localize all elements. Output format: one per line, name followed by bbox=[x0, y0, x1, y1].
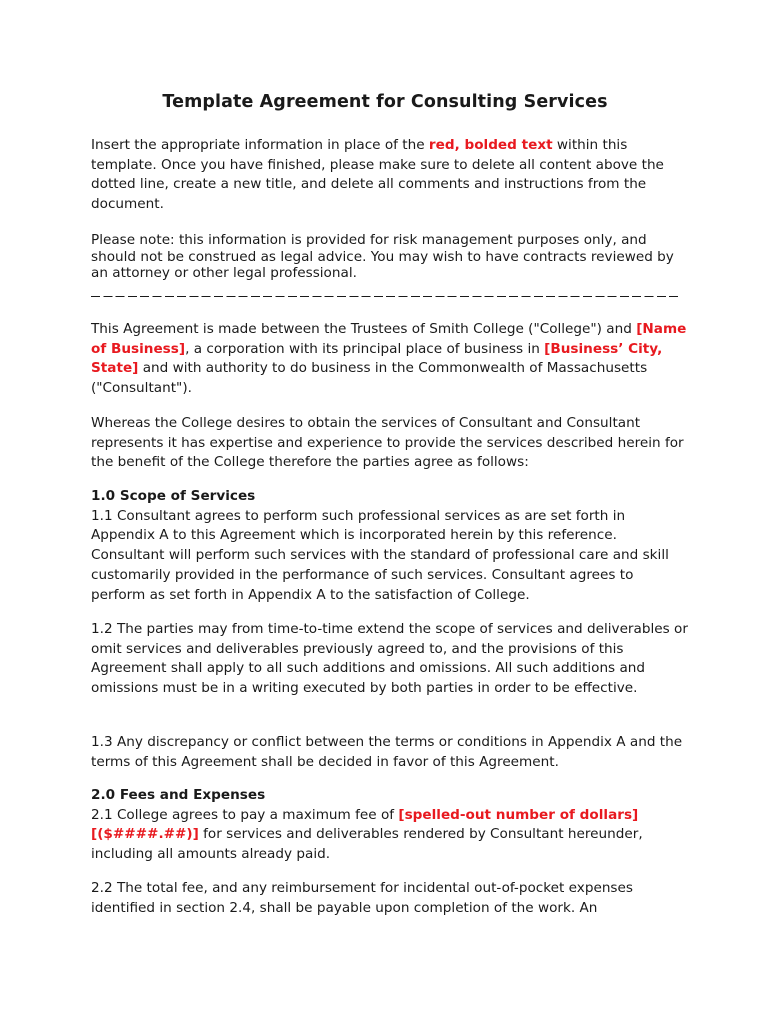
section-1-block bbox=[91, 487, 691, 605]
clause-2-1-text-2: for services and deliverables rendered by Consultant hereunder, including all amounts already paid. bbox=[91, 826, 643, 863]
whereas-paragraph: Whereas the College desires to obtain the services of Consultant and Consultant represents it has expertise and experience to provide the services described herein for the benefit of the College therefore the parties agree as follows: bbox=[91, 415, 684, 471]
agreement-paragraph bbox=[91, 320, 691, 399]
agreement-text-3: and with authority to do business in the Commonwealth of Massachusetts ("Consultant"). bbox=[91, 360, 648, 397]
clause-2-1-text-1: 2.1 College agrees to pay a maximum fee of bbox=[91, 806, 399, 823]
document-title: Template Agreement for Consulting Services bbox=[162, 92, 608, 112]
intro-paragraph bbox=[91, 136, 691, 215]
fee-number-placeholder: [($####.##)] bbox=[91, 826, 199, 843]
business-location-placeholder: [Business’ City, State] bbox=[91, 340, 663, 377]
clause-1-1: 1.1 Consultant agrees to perform such professional services as are set forth in Appendix A to this Agreement which is incorporated herein by this reference. Consultant will perform such services with the standard of professional care and skill customarily provided in the performance of such services. Consultant agrees to perform as set forth in Appendix A to the satisfaction of College. bbox=[91, 507, 669, 603]
business-name-placeholder: [Name of Business] bbox=[91, 321, 687, 357]
fee-words-placeholder: [spelled-out number of dollars] bbox=[398, 806, 639, 823]
clause-1-3: 1.3 Any discrepancy or conflict between the terms or conditions in Appendix A and the terms of this Agreement shall be decided in favor of this Agreement. bbox=[91, 734, 683, 770]
agreement-text-1: This Agreement is made between the Trustees of Smith College ("College") and bbox=[91, 321, 637, 337]
section-2-block bbox=[91, 786, 691, 865]
clause-2-2: 2.2 The total fee, and any reimbursement for incidental out-of-pocket expenses identified in section 2.4, shall be payable upon completion of the work. An bbox=[91, 880, 633, 916]
section-1-heading: 1.0 Scope of Services bbox=[91, 488, 256, 504]
section-2-heading: 2.0 Fees and Expenses bbox=[91, 787, 266, 803]
agreement-text-2: , a corporation with its principal place of business in bbox=[185, 340, 545, 357]
clause-1-2: 1.2 The parties may from time-to-time extend the scope of services and deliverables or omit services and deliverables previously agreed to, and the provisions of this Agreement shall apply to all such additions and omissions. All such additions and omissions must be in a writing executed by both parties in order to be effective. bbox=[91, 621, 688, 697]
intro-text-start: Insert the appropriate information in place of the bbox=[91, 137, 429, 153]
dotted-separator-line bbox=[91, 287, 681, 297]
intro-text-end: within this template. Once you have finished, please make sure to delete all content above the dotted line, create a new title, and delete all comments and instructions from the document. bbox=[91, 137, 664, 213]
note-paragraph: Please note: this information is provided for risk management purposes only, and should not be construed as legal advice. You may wish to have contracts reviewed by an attorney or other legal professional. bbox=[91, 232, 674, 281]
intro-highlight: red, bolded text bbox=[428, 137, 553, 153]
